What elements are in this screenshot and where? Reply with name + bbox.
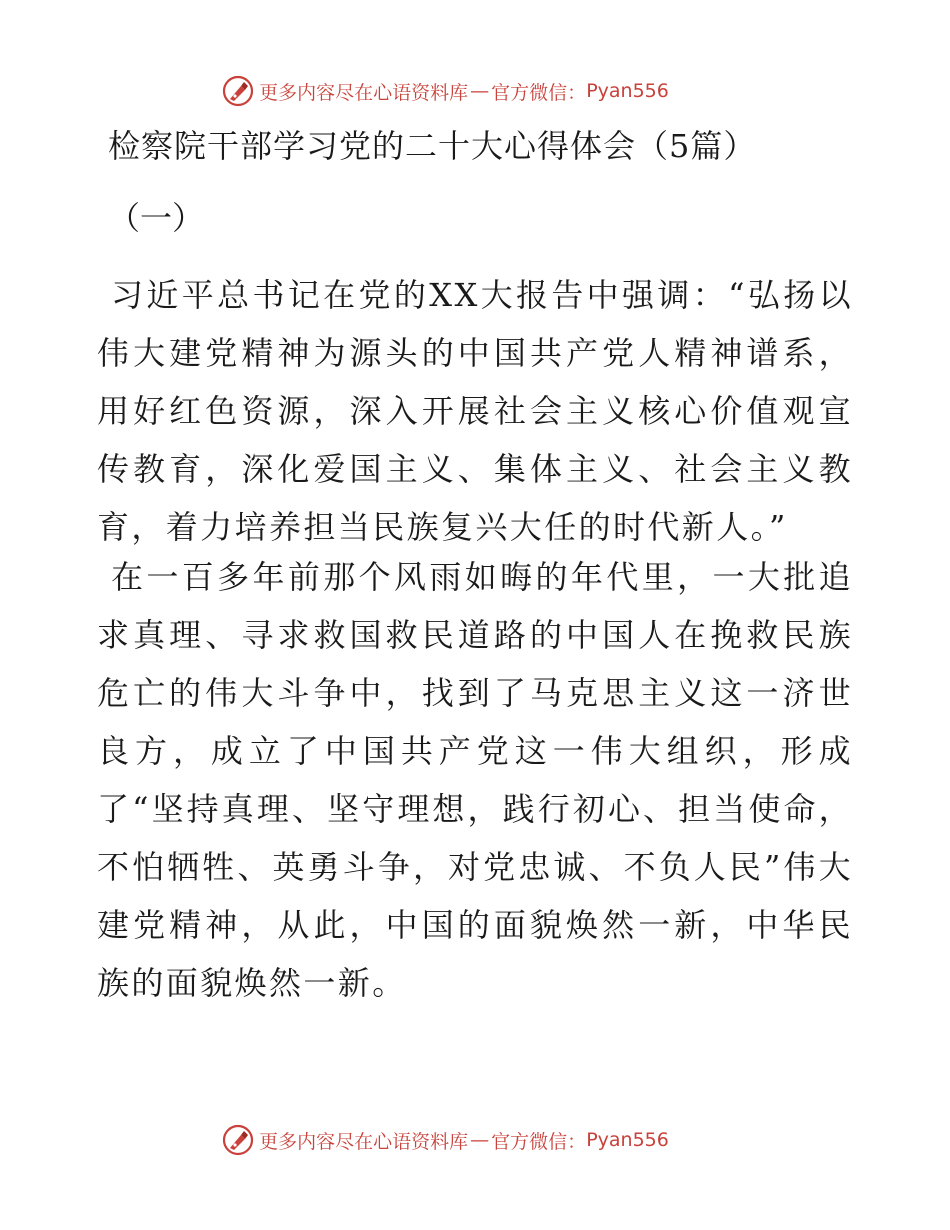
pen-nib-circle-icon — [221, 1123, 255, 1157]
watermark-main-text: 更多内容尽在心语资料库 — [259, 81, 469, 104]
document-title: 检察院干部学习党的二十大心得体会（5篇） — [108, 127, 757, 165]
watermark-separator: — — [470, 80, 490, 102]
body-paragraph-1: 习近平总书记在党的XX大报告中强调：“弘扬以伟大建党精神为源头的中国共产党人精神谱系，用好红色资源，深入开展社会主义核心价值观宣传教育，深化爱国主义、集体主义、社会主义教育，着力培养担当民族复兴大任的时代新人。” — [97, 276, 853, 546]
body-paragraph-2: 在一百多年前那个风雨如晦的年代里，一大批追求真理、寻求救国救民道路的中国人在挽救民族危亡的伟大斗争中，找到了马克思主义这一济世良方，成立了中国共产党这一伟大组织，形成了“坚持真理、坚守理想，践行初心、担当使命，不怕牺牲、英勇斗争，对党忠诚、不负人民”伟大建党精神，从此，中国的面貌焕然一新，中华民族的面貌焕然一新。 — [97, 558, 853, 1002]
section-heading: （一） — [108, 199, 205, 237]
watermark-account-label: 官方微信： — [491, 81, 587, 104]
watermark-account-id: Pyan556 — [586, 1129, 669, 1151]
watermark-separator: — — [470, 1129, 490, 1151]
watermark-account-label: 官方微信： — [491, 1130, 587, 1153]
header-watermark — [0, 71, 950, 111]
footer-watermark — [0, 1120, 950, 1160]
watermark-account-id: Pyan556 — [586, 80, 669, 102]
pen-nib-circle-icon — [221, 74, 255, 108]
watermark-main-text: 更多内容尽在心语资料库 — [259, 1130, 469, 1153]
